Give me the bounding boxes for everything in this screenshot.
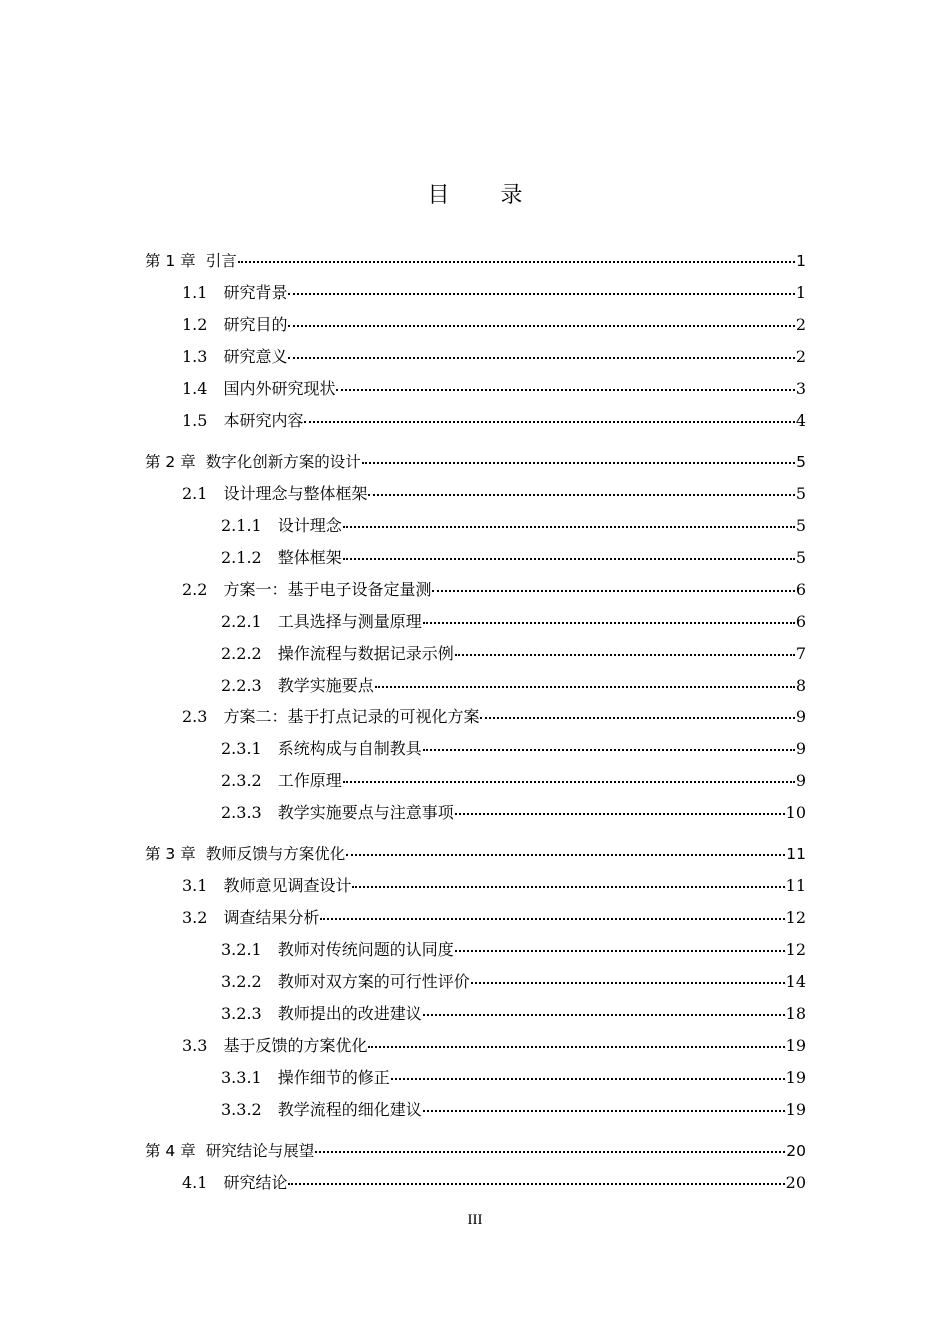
toc-entry[interactable]: [221, 970, 806, 994]
toc-leader-dots: [288, 356, 794, 359]
toc-leader-dots: [455, 949, 785, 952]
toc-leader-dots: [432, 589, 794, 592]
toc-entry[interactable]: [182, 874, 806, 898]
toc-entry-number: 3.3: [182, 1036, 208, 1055]
toc-entry[interactable]: [221, 610, 806, 634]
toc-leader-dots: [423, 1109, 785, 1112]
toc-entry-number: 2.2.1: [221, 612, 262, 631]
toc-leader-dots: [471, 981, 785, 984]
toc-entry-title: 基于反馈的方案优化: [223, 1036, 368, 1055]
toc-leader-dots: [238, 260, 795, 263]
toc-entry-title: 数字化创新方案的设计: [205, 453, 361, 471]
toc-leader-dots: [336, 388, 794, 391]
toc-entry-number: 2.3: [182, 707, 208, 726]
toc-entry-number: 第 1 章: [145, 252, 196, 270]
toc-entry-title: 引言: [205, 252, 237, 270]
toc-entry-title: 教师对传统问题的认同度: [277, 940, 454, 959]
toc-entry-title: 研究结论: [223, 1173, 288, 1192]
toc-entry-page: 1: [796, 252, 806, 270]
toc-entry-number: 2.1: [182, 484, 208, 503]
toc-leader-dots: [375, 685, 795, 688]
toc-entry-number: 2.3.3: [221, 803, 262, 822]
toc-entry[interactable]: [182, 705, 806, 729]
toc-entry[interactable]: [182, 482, 806, 506]
toc-entry[interactable]: [182, 1034, 806, 1058]
toc-entry-title: 设计理念与整体框架: [223, 484, 368, 503]
toc-entry-title: 研究背景: [223, 283, 288, 302]
toc-entry-number: 1.2: [182, 315, 208, 334]
toc-entry-page: 5: [795, 516, 806, 535]
toc-entry-page: 11: [786, 845, 806, 863]
toc-entry-page: 9: [795, 707, 806, 726]
toc-entry-title: 研究目的: [223, 315, 288, 334]
toc-entry-title: 教师提出的改进建议: [277, 1004, 422, 1023]
toc-entry[interactable]: [221, 1066, 806, 1090]
toc-entry-number: 3.3.2: [221, 1100, 262, 1119]
toc-entry-title: 研究意义: [223, 347, 288, 366]
toc-leader-dots: [455, 653, 795, 656]
toc-entry-page: 9: [795, 739, 806, 758]
toc-entry-number: 3.2.3: [221, 1004, 262, 1023]
toc-entry[interactable]: [221, 546, 806, 570]
toc-entry-title: 国内外研究现状: [223, 379, 336, 398]
toc-entry-page: 10: [785, 803, 806, 822]
toc-entry-page: 14: [785, 972, 806, 991]
toc-entry-page: 19: [785, 1036, 806, 1055]
toc-entry-title: 本研究内容: [223, 411, 304, 430]
toc-leader-dots: [480, 716, 794, 719]
toc-entry[interactable]: [145, 249, 806, 273]
toc-leader-dots: [288, 1182, 784, 1185]
toc-entry[interactable]: [221, 1098, 806, 1122]
toc-entry-title: 工作原理: [277, 771, 342, 790]
toc-entry-page: 1: [795, 283, 806, 302]
toc-entry-number: 2.1.2: [221, 548, 262, 567]
toc-entry[interactable]: [221, 642, 806, 666]
toc-entry-page: 12: [785, 940, 806, 959]
toc-entry-number: 1.4: [182, 379, 208, 398]
toc-entry-page: 8: [795, 676, 806, 695]
toc-entry-title: 教师意见调查设计: [223, 876, 352, 895]
toc-entry-number: 2.3.2: [221, 771, 262, 790]
toc-entry-page: 20: [786, 1142, 806, 1160]
toc-leader-dots: [352, 885, 784, 888]
toc-entry[interactable]: [182, 281, 806, 305]
toc-entry-page: 5: [795, 548, 806, 567]
toc-entry[interactable]: [182, 409, 806, 433]
toc-entry-title: 教师对双方案的可行性评价: [277, 972, 470, 991]
toc-entry-title: 教学实施要点: [277, 676, 374, 695]
toc-leader-dots: [343, 557, 795, 560]
toc-entry-number: 3.3.1: [221, 1068, 262, 1087]
toc-entry-title: 操作细节的修正: [277, 1068, 390, 1087]
toc-entry[interactable]: [182, 906, 806, 930]
toc-entry-page: 5: [795, 484, 806, 503]
toc-leader-dots: [368, 493, 794, 496]
toc-leader-dots: [346, 853, 785, 856]
toc-entry[interactable]: [145, 450, 806, 474]
toc-entry[interactable]: [221, 737, 806, 761]
toc-entry[interactable]: [221, 1002, 806, 1026]
toc-entry[interactable]: [145, 1139, 806, 1163]
toc-entry-title: 教师反馈与方案优化: [205, 845, 346, 863]
toc-entry[interactable]: [182, 377, 806, 401]
toc-entry-title: 研究结论与展望: [205, 1142, 315, 1160]
toc-leader-dots: [343, 780, 795, 783]
toc-entry-number: 第 3 章: [145, 845, 196, 863]
toc-leader-dots: [423, 621, 795, 624]
toc-entry-title: 工具选择与测量原理: [277, 612, 422, 631]
toc-entry[interactable]: [182, 1171, 806, 1195]
toc-entry-page: 9: [795, 771, 806, 790]
toc-entry-number: 2.2.2: [221, 644, 262, 663]
toc-entry-number: 1.1: [182, 283, 208, 302]
toc-entry-page: 20: [785, 1173, 806, 1192]
toc-entry-title: 方案一：基于电子设备定量测: [223, 580, 432, 599]
toc-entry-page: 4: [795, 411, 806, 430]
page-number-footer: III: [467, 1212, 483, 1228]
toc-entry-number: 3.2.2: [221, 972, 262, 991]
toc-entry-page: 7: [795, 644, 806, 663]
toc-entry-page: 11: [785, 876, 806, 895]
toc-entry-page: 18: [785, 1004, 806, 1023]
toc-entry-title: 设计理念: [277, 516, 342, 535]
toc-entry-number: 第 4 章: [145, 1142, 196, 1160]
toc-entry-number: 第 2 章: [145, 453, 196, 471]
toc-leader-dots: [423, 748, 795, 751]
toc-leader-dots: [362, 461, 795, 464]
toc-entry-number: 3.2.1: [221, 940, 262, 959]
toc-leader-dots: [343, 525, 795, 528]
toc-entry-page: 19: [785, 1068, 806, 1087]
toc-entry-number: 1.3: [182, 347, 208, 366]
toc-leader-dots: [320, 917, 784, 920]
toc-leader-dots: [455, 812, 785, 815]
toc-entry-page: 12: [785, 908, 806, 927]
toc-entry-number: 3.1: [182, 876, 208, 895]
toc-entry[interactable]: [182, 313, 806, 337]
toc-entry-title: 调查结果分析: [223, 908, 320, 927]
toc-leader-dots: [368, 1045, 784, 1048]
toc-entry-number: 3.2: [182, 908, 208, 927]
toc-leader-dots: [391, 1077, 785, 1080]
toc-entry[interactable]: [221, 801, 806, 825]
toc-entry-page: 19: [785, 1100, 806, 1119]
toc-entry-title: 教学流程的细化建议: [277, 1100, 422, 1119]
toc-entry-number: 1.5: [182, 411, 208, 430]
toc-entry-page: 2: [795, 315, 806, 334]
toc-entry-number: 2.2.3: [221, 676, 262, 695]
toc-entry[interactable]: [145, 842, 806, 866]
toc-entry[interactable]: [182, 578, 806, 602]
page-title: 目 录: [427, 183, 545, 208]
toc-entry-title: 教学实施要点与注意事项: [277, 803, 454, 822]
toc-entry[interactable]: [221, 674, 806, 698]
toc-entry-page: 2: [795, 347, 806, 366]
toc-entry-page: 6: [795, 612, 806, 631]
toc-entry[interactable]: [182, 345, 806, 369]
toc-entry-page: 6: [795, 580, 806, 599]
toc-entry[interactable]: [221, 938, 806, 962]
toc-entry[interactable]: [221, 769, 806, 793]
toc-entry-number: 4.1: [182, 1173, 208, 1192]
toc-entry-number: 2.2: [182, 580, 208, 599]
toc-entry-title: 操作流程与数据记录示例: [277, 644, 454, 663]
toc-entry-number: 2.1.1: [221, 516, 262, 535]
toc-leader-dots: [315, 1150, 785, 1153]
toc-leader-dots: [423, 1013, 785, 1016]
toc-entry-page: 5: [796, 453, 806, 471]
toc-entry-title: 方案二：基于打点记录的可视化方案: [223, 707, 480, 726]
toc-leader-dots: [288, 324, 794, 327]
toc-entry-page: 3: [795, 379, 806, 398]
toc-entry-title: 整体框架: [277, 548, 342, 567]
toc-entry-title: 系统构成与自制教具: [277, 739, 422, 758]
toc-leader-dots: [304, 420, 794, 423]
toc-entry[interactable]: [221, 514, 806, 538]
toc-leader-dots: [288, 292, 794, 295]
toc-entry-number: 2.3.1: [221, 739, 262, 758]
